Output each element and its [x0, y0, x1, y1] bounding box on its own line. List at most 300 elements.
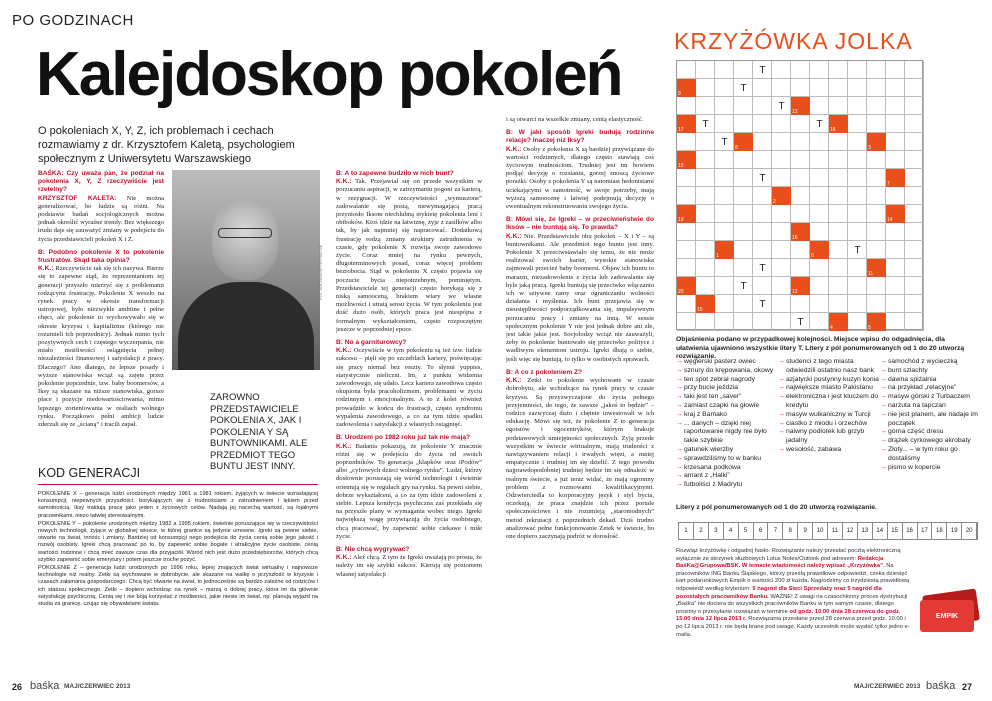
solution-cell[interactable]: 17: [918, 523, 933, 539]
numbered-cell[interactable]: [734, 133, 753, 151]
crossword-cell[interactable]: [810, 277, 829, 295]
answer-continuation: i są otwarci na wszelkie zmiany, cenią elastyczność.: [506, 116, 644, 123]
left-column-2: [336, 170, 482, 675]
crossword-cell[interactable]: [715, 259, 734, 277]
crossword-cell[interactable]: [696, 277, 715, 295]
clue-item: → wesołość, zabawa: [778, 446, 880, 455]
crossword-cell[interactable]: [886, 241, 905, 259]
numbered-cell[interactable]: [867, 313, 886, 331]
crossword-cell[interactable]: [867, 79, 886, 97]
prize-criteria: 5 nagród dla Sieci Sprzedaży oraz 5 nagród dla pozostałych pracowników Banku.: [676, 585, 882, 600]
numbered-cell[interactable]: [677, 277, 696, 295]
crossword-cell[interactable]: [829, 241, 848, 259]
crossword-cell[interactable]: [772, 295, 791, 313]
crossword-cell[interactable]: [753, 313, 772, 331]
speaker: K.K.:: [38, 265, 54, 273]
crossword-cell[interactable]: [810, 295, 829, 313]
photo-credit: FOT. ARCHIWUM PRYWATNE: [318, 244, 323, 300]
given-letter-t: T: [759, 172, 766, 184]
crossword-cell[interactable]: [753, 187, 772, 205]
crossword-title: KRZYŻÓWKA JOLKA: [674, 28, 913, 54]
crossword-cell[interactable]: [791, 241, 810, 259]
answer: [336, 178, 482, 334]
numbered-cell[interactable]: [867, 133, 886, 151]
solution-cell[interactable]: 12: [843, 523, 858, 539]
numbered-cell[interactable]: [696, 295, 715, 313]
question: B: Urodzeni po 1982 roku już tak nie mają?: [336, 434, 471, 442]
numbered-cell[interactable]: [829, 115, 848, 133]
crossword-instructions: Objaśnienia podano w przypadkowej kolejności. Miejsce wpisu do odgadnięcia, dla ułatwienia ujawniono wszystkie litery T. Litery z pól ponumerowanych od 1 do 20 utworzą rozwiązanie.: [676, 336, 965, 360]
crossword-cell[interactable]: [791, 115, 810, 133]
numbered-cell[interactable]: [810, 241, 829, 259]
crossword-cell[interactable]: [810, 187, 829, 205]
crossword-cell[interactable]: [867, 61, 886, 79]
question: BAŚKA: Czy uważa pan, że podział na pokolenia X, Y, Z rzeczywiście jest rzetelny?: [38, 170, 164, 194]
given-letter-t: T: [797, 316, 804, 328]
crossword-cell[interactable]: [772, 313, 791, 331]
solution-cell[interactable]: 9: [798, 523, 813, 539]
numbered-cell[interactable]: [867, 259, 886, 277]
clue-item: → studenci z tego miasta odwiedzili ostatnio nasz bank: [778, 358, 880, 376]
crossword-cell[interactable]: [848, 97, 867, 115]
crossword-cell[interactable]: [867, 241, 886, 259]
crossword-cell[interactable]: [772, 151, 791, 169]
crossword-cell[interactable]: [905, 277, 924, 295]
answer: [38, 265, 164, 429]
crossword-cell[interactable]: [677, 187, 696, 205]
cell-number: 10: [678, 163, 684, 169]
crossword-cell[interactable]: [772, 133, 791, 151]
crossword-cell[interactable]: [886, 79, 905, 97]
crossword-cell[interactable]: [715, 295, 734, 313]
prize-important: WAŻNE! Z uwagi na czasochłonny proces dystrybucji „Baśka” nie dociera do wszystkich pracowników Banku w tym samym czasie, dlatego prosimy o przesyłanie rozwiązań w terminie: [676, 593, 908, 615]
crossword-cell[interactable]: [867, 187, 886, 205]
crossword-cell[interactable]: [905, 169, 924, 187]
crossword-cell[interactable]: [715, 205, 734, 223]
given-letter-t: T: [816, 118, 823, 130]
speaker: K.K.:: [336, 347, 352, 355]
crossword-cell[interactable]: [905, 313, 924, 331]
numbered-cell[interactable]: [791, 223, 810, 241]
solution-row[interactable]: [678, 522, 978, 540]
crossword-cell[interactable]: [677, 169, 696, 187]
cell-number: 7: [887, 181, 890, 187]
crossword-cell[interactable]: [753, 97, 772, 115]
crossword-cell[interactable]: [810, 259, 829, 277]
crossword-cell[interactable]: [772, 61, 791, 79]
crossword-cell[interactable]: [696, 241, 715, 259]
prize-address: Redakcja BaśKa@Grupowa/BSK. W temacie wiadomości należy wpisać „Krzyżówka”.: [676, 555, 885, 570]
numbered-cell[interactable]: [677, 205, 696, 223]
crossword-cell[interactable]: [848, 115, 867, 133]
clue-item: → futboliści z Madrytu: [676, 481, 778, 490]
numbered-cell[interactable]: [772, 187, 791, 205]
crossword-cell[interactable]: [848, 277, 867, 295]
crossword-cell[interactable]: [848, 133, 867, 151]
crossword-cell[interactable]: [734, 205, 753, 223]
crossword-cell[interactable]: [772, 205, 791, 223]
crossword-cell[interactable]: [810, 133, 829, 151]
cell-number: 3: [868, 145, 871, 151]
crossword-grid[interactable]: [676, 60, 923, 330]
crossword-cell[interactable]: [905, 61, 924, 79]
crossword-cell[interactable]: [867, 205, 886, 223]
crossword-cell[interactable]: [753, 223, 772, 241]
crossword-cell[interactable]: [905, 241, 924, 259]
issue-date-left: MAJ/CZERWIEC 2013: [64, 683, 131, 690]
crossword-cell[interactable]: [810, 169, 829, 187]
solution-cell[interactable]: 8: [783, 523, 798, 539]
crossword-cell[interactable]: [715, 151, 734, 169]
crossword-cell[interactable]: [791, 169, 810, 187]
given-letter-t: T: [759, 64, 766, 76]
cell-number: 20: [678, 289, 684, 295]
crossword-cell[interactable]: [791, 79, 810, 97]
crossword-cell[interactable]: [772, 259, 791, 277]
crossword-cell[interactable]: [734, 313, 753, 331]
cell-number: 9: [678, 91, 681, 97]
cell-number: 14: [887, 217, 893, 223]
numbered-cell[interactable]: [829, 313, 848, 331]
crossword-cell[interactable]: [886, 295, 905, 313]
answer-text: Ależ chcą. Z tym że Igreki uważają po prostu, że należy im się szybki sukces. Kierują się poziomem własnej satysfakcji: [336, 554, 482, 578]
speaker: K.K.:: [336, 178, 352, 186]
crossword-cell[interactable]: [677, 61, 696, 79]
solution-cell[interactable]: 14: [873, 523, 888, 539]
crossword-cell[interactable]: [848, 169, 867, 187]
answer: [506, 233, 654, 364]
crossword-cell[interactable]: [753, 241, 772, 259]
solution-cell[interactable]: 10: [813, 523, 828, 539]
crossword-cell[interactable]: [810, 79, 829, 97]
crossword-cell[interactable]: [905, 97, 924, 115]
crossword-cell[interactable]: [791, 133, 810, 151]
crossword-cell[interactable]: [696, 151, 715, 169]
cell-number: 4: [830, 325, 833, 331]
page-number-left: 26: [12, 682, 23, 692]
issue-date-right: MAJ/CZERWIEC 2013: [854, 683, 921, 690]
crossword-cell[interactable]: [810, 61, 829, 79]
crossword-cell[interactable]: [696, 79, 715, 97]
crossword-cell[interactable]: [791, 151, 810, 169]
solution-cell[interactable]: 18: [932, 523, 947, 539]
crossword-cell[interactable]: [848, 223, 867, 241]
solution-label: Litery z pól ponumerowanych od 1 do 20 utworzą rozwiązanie.: [676, 504, 877, 511]
solution-cell[interactable]: 2: [694, 523, 709, 539]
crossword-cell[interactable]: [829, 277, 848, 295]
crossword-cell[interactable]: [677, 133, 696, 151]
crossword-cell[interactable]: [696, 133, 715, 151]
solution-cell[interactable]: 13: [858, 523, 873, 539]
crossword-cell[interactable]: [696, 259, 715, 277]
crossword-cell[interactable]: [734, 97, 753, 115]
crossword-cell[interactable]: [734, 223, 753, 241]
crossword-cell[interactable]: [791, 187, 810, 205]
crossword-cell[interactable]: [848, 151, 867, 169]
given-letter-t: T: [740, 82, 747, 94]
speaker: K.K.:: [336, 554, 352, 562]
crossword-cell[interactable]: [829, 259, 848, 277]
crossword-cell[interactable]: [753, 79, 772, 97]
crossword-cell[interactable]: [867, 115, 886, 133]
crossword-cell[interactable]: [791, 259, 810, 277]
portrait-head: [212, 198, 278, 280]
clue-item: → bunt szlachty: [880, 367, 980, 376]
numbered-cell[interactable]: [677, 115, 696, 133]
crossword-cell[interactable]: [715, 169, 734, 187]
crossword-cell[interactable]: [867, 151, 886, 169]
clue-item: → przy bucie jeździa: [676, 384, 778, 393]
box-paragraph-z: POKOLENIE Z – generacja ludzi urodzonych po 1996 roku, lepiej znających świat wirtualny i najnowsze technologie niż realny. Zetki są wychowane w dobrobycie, ale skazane na walkę o przyszłość w kryzysie i czasach załamania gospodarczego. Chcą być otwarte na świat, to jednocześnie są bardzo zależne od rodziców i ich statusu społecznego. Zetki – dopiero wchodząc na rynek – marzą o dobrej pracy, która im da głównie satysfakcję psychiczną. Cenią się i nie boją korzystać z możliwości, jakie niesie im świat, np. planują wyjazd na studia za granicę, czując się obywatelami świata.: [38, 565, 318, 608]
crossword-cell[interactable]: [696, 223, 715, 241]
cell-number: 13: [792, 109, 798, 115]
crossword-cell[interactable]: [886, 133, 905, 151]
crossword-cell[interactable]: [829, 169, 848, 187]
gift-card-image: [920, 592, 980, 632]
solution-cell[interactable]: 20: [962, 523, 977, 539]
crossword-cell[interactable]: [886, 187, 905, 205]
clue-item: → samochód z wycieczką: [880, 358, 980, 367]
answer: [38, 195, 164, 244]
crossword-cell[interactable]: [905, 115, 924, 133]
speaker: KRZYSZTOF KALETA:: [38, 194, 117, 202]
answer: [336, 443, 482, 541]
numbered-cell[interactable]: [886, 205, 905, 223]
crossword-cell[interactable]: [677, 223, 696, 241]
clue-item: → masyw wulkaniczny w Turcji: [778, 411, 880, 420]
crossword-cell[interactable]: [715, 277, 734, 295]
clue-item: → na przykład „relacyjne”: [880, 384, 980, 393]
clue-item: → zamiast czapki na głowie: [676, 402, 778, 411]
crossword-cell[interactable]: [734, 241, 753, 259]
right-page: [496, 0, 992, 701]
numbered-cell[interactable]: [886, 169, 905, 187]
prize-deadline: od godz. 10.00 dnia 28 czerwca do godz. 15.00 dnia 12 lipca 2013 r.: [676, 608, 901, 623]
crossword-cell[interactable]: [715, 115, 734, 133]
crossword-cell[interactable]: [696, 187, 715, 205]
crossword-cell[interactable]: [848, 259, 867, 277]
crossword-cell[interactable]: [715, 313, 734, 331]
crossword-cell[interactable]: [753, 151, 772, 169]
clue-item: → narzuta na tapczan: [880, 402, 980, 411]
crossword-cell[interactable]: [715, 79, 734, 97]
crossword-cell[interactable]: [677, 259, 696, 277]
crossword-cell[interactable]: [753, 115, 772, 133]
page-number-right: 27: [962, 682, 973, 692]
crossword-cell[interactable]: [905, 79, 924, 97]
solution-cell[interactable]: 3: [709, 523, 724, 539]
crossword-cell[interactable]: [829, 61, 848, 79]
gift-card-front: [920, 600, 974, 632]
solution-cell[interactable]: 7: [768, 523, 783, 539]
numbered-cell[interactable]: [715, 241, 734, 259]
crossword-cell[interactable]: [829, 79, 848, 97]
clue-item: → górna część dresu: [880, 428, 980, 437]
crossword-cell[interactable]: [905, 259, 924, 277]
clue-item: → masyw górski z Turbaczem: [880, 393, 980, 402]
crossword-cell[interactable]: [734, 115, 753, 133]
crossword-cell[interactable]: [848, 313, 867, 331]
solution-cell[interactable]: 6: [754, 523, 769, 539]
crossword-cell[interactable]: [791, 61, 810, 79]
crossword-cell[interactable]: [772, 115, 791, 133]
clue-item: → ciastko z miodu i orzechów: [778, 420, 880, 429]
crossword-cell[interactable]: [848, 295, 867, 313]
numbered-cell[interactable]: [677, 151, 696, 169]
pull-quote: ZAROWNO PRZEDSTAWICIELE POKOLENIA X, JAK I POKOLENIA Y SĄ BUNTOWNIKAMI. ALE PRZEDMIOT TEGO BUNTU JEST INNY.: [210, 392, 308, 472]
crossword-cell[interactable]: [886, 277, 905, 295]
given-letter-t: T: [721, 136, 728, 148]
clue-item: → dawna spiżalnia: [880, 376, 980, 385]
solution-cell[interactable]: 4: [724, 523, 739, 539]
section-label: PO GODZINACH: [12, 12, 134, 29]
speaker: K.K.:: [506, 377, 522, 385]
crossword-cell[interactable]: [753, 205, 772, 223]
crossword-cell[interactable]: [753, 277, 772, 295]
given-letter-t: T: [759, 262, 766, 274]
crossword-cell[interactable]: [677, 97, 696, 115]
crossword-cell[interactable]: [829, 223, 848, 241]
crossword-cell[interactable]: [829, 205, 848, 223]
crossword-cell[interactable]: [867, 277, 886, 295]
crossword-cell[interactable]: [867, 169, 886, 187]
crossword-cell[interactable]: [696, 313, 715, 331]
solution-cell[interactable]: 15: [888, 523, 903, 539]
answer-text: Badania pokazują, że pokolenie Y znacznie różni się w podejściu do życia od swoich poprzedników. To generacja „klapków oraz iPodów” albo „cyfrowych dzieci wolnego rynku”. Ludzi, którzy dosłownie poruszają się wśród technologii i świetnie orientują się w regułach gry na rynku. Są pewni siebie, dobrze wykształceni, a co za tym idzie zadowoleni z siebie. Lepsza kondycja psychiczna zaś przekłada się na przyszłe plany w wymagania wobec niego. Igreki największą wagę przywiązują do życia osobistego, chcą pracować, by zapewnić sobie ciekawe i miłe życie.: [336, 442, 482, 540]
speaker: K.K.:: [506, 232, 522, 240]
crossword-cell[interactable]: [696, 169, 715, 187]
question: B: A co z pokoleniem Z?: [506, 368, 583, 376]
crossword-cell[interactable]: [696, 61, 715, 79]
crossword-cell[interactable]: [829, 97, 848, 115]
crossword-cell[interactable]: [810, 151, 829, 169]
crossword-cell[interactable]: [810, 223, 829, 241]
crossword-cell[interactable]: [772, 241, 791, 259]
crossword-cell[interactable]: [886, 259, 905, 277]
clue-item: → ... danych – dzięki niej raportowanie nigdy nie było takie szybkie: [676, 420, 778, 446]
crossword-cell[interactable]: [905, 295, 924, 313]
crossword-cell[interactable]: [810, 205, 829, 223]
crossword-cell[interactable]: [867, 223, 886, 241]
numbered-cell[interactable]: [791, 277, 810, 295]
crossword-cell[interactable]: [677, 295, 696, 313]
crossword-cell[interactable]: [886, 151, 905, 169]
crossword-cell[interactable]: [848, 61, 867, 79]
clues-column-3: [880, 358, 980, 472]
generation-code-box: [38, 466, 318, 674]
crossword-cell[interactable]: [734, 295, 753, 313]
clue-item: → węgierski pasterz owiec: [676, 358, 778, 367]
crossword-cell[interactable]: [715, 223, 734, 241]
crossword-cell[interactable]: [734, 151, 753, 169]
crossword-cell[interactable]: [829, 151, 848, 169]
clues-column-1: [676, 358, 778, 490]
crossword-cell[interactable]: [848, 187, 867, 205]
crossword-cell[interactable]: [734, 61, 753, 79]
magazine-logo-left: baśka: [30, 680, 60, 692]
answer: [506, 377, 654, 541]
numbered-cell[interactable]: [791, 97, 810, 115]
crossword-cell[interactable]: [715, 187, 734, 205]
crossword-cell[interactable]: [677, 313, 696, 331]
gift-card-label: EMPIK: [935, 612, 959, 620]
crossword-cell[interactable]: [772, 169, 791, 187]
clue-item: → elektroniczna i jest kluczem do kredytu: [778, 393, 880, 411]
crossword-cell[interactable]: [696, 205, 715, 223]
crossword-cell[interactable]: [791, 295, 810, 313]
crossword-cell[interactable]: [829, 295, 848, 313]
clue-item: → pismo w kopercie: [880, 464, 980, 473]
crossword-cell[interactable]: [791, 205, 810, 223]
clue-item: → taki jest ten „saver”: [676, 393, 778, 402]
crossword-cell[interactable]: [867, 97, 886, 115]
crossword-cell[interactable]: [677, 241, 696, 259]
magazine-logo-right: baśka: [926, 680, 956, 692]
crossword-cell[interactable]: [734, 169, 753, 187]
crossword-cell[interactable]: [905, 223, 924, 241]
solution-cell[interactable]: 19: [947, 523, 962, 539]
clue-item: → nie jest planem, ale nadaje im początek: [880, 411, 980, 429]
crossword-cell[interactable]: [905, 187, 924, 205]
crossword-cell[interactable]: [734, 187, 753, 205]
clue-item: → kraj z Bamako: [676, 411, 778, 420]
crossword-cell[interactable]: [886, 61, 905, 79]
right-column-1: [506, 116, 654, 676]
crossword-cell[interactable]: [886, 223, 905, 241]
crossword-cell[interactable]: [905, 205, 924, 223]
crossword-cell[interactable]: [772, 277, 791, 295]
speaker: K.K.:: [506, 145, 522, 153]
crossword-cell[interactable]: [848, 205, 867, 223]
clues-column-2: [778, 358, 880, 455]
cell-number: 8: [735, 145, 738, 151]
article-lead: O pokoleniach X, Y, Z, ich problemach i cechach rozmawiamy z dr. Krzysztofem Kaletą, psychologiem społecznym z Uniwersytetu Warszawskiego: [38, 125, 295, 165]
solution-cell[interactable]: 16: [903, 523, 918, 539]
crossword-cell[interactable]: [886, 313, 905, 331]
crossword-cell[interactable]: [829, 133, 848, 151]
numbered-cell[interactable]: [677, 79, 696, 97]
solution-cell[interactable]: 5: [739, 523, 754, 539]
crossword-cell[interactable]: [772, 223, 791, 241]
crossword-cell[interactable]: [867, 295, 886, 313]
crossword-cell[interactable]: [715, 97, 734, 115]
given-letter-t: T: [759, 298, 766, 310]
crossword-cell[interactable]: [829, 187, 848, 205]
crossword-cell[interactable]: [753, 133, 772, 151]
answer: [506, 146, 654, 212]
crossword-cell[interactable]: [848, 79, 867, 97]
clue-item: → azjatycki pustynny kuzyn konia: [778, 376, 880, 385]
crossword-cell[interactable]: [810, 313, 829, 331]
answer-text: Rzeczywiście tak się ich nazywa. Bierze się to zapewne stąd, że reprezentantom tej generacji przyszło mierzyć się z problemami rodzącymi frustrację. Pokolenie X weszło na rynek pracy w okresie transformacji ustrojowej, było niezwykle ambitne i pełne chęci, ale pokolenie to wychowywało się w okresie kryzysu i kapitalizmu (którego nie rozumieli ich poprzednicy). Jednak mimo tych pozytywnych cech i częstego wyczerpania, nie miało możliwości osiągnięcia pełnej niezależności finansowej i satysfakcji z pracy. Dlaczego? Ano dlatego, że lepsze posady i wyższe stanowiska wciąż są zajęte przez pokolenie poprzednie, tzw. baby boomersów, a Iksy są skazane na niższe stanowiska, gorsze płace i pozycje niedowartościowania, mimo lepszego zorientowania w realiach wolnego rynku. Początkowo pełni ambicji ludzie zderzali się ze „ścianą” i tracili zapał.: [38, 265, 164, 429]
question: B: W jaki sposób Igreki budują rodzinne relacje? Inaczej niż Iksy?: [506, 129, 654, 145]
crossword-cell[interactable]: [886, 97, 905, 115]
crossword-cell[interactable]: [772, 79, 791, 97]
cell-number: 16: [792, 235, 798, 241]
box-paragraph-x: POKOLENIE X – generacja ludzi urodzonych między 1961 a 1981 rokiem, żyjących w świecie wzrastającej konsumpcji, niepewnych przyszłości, borykających się z trudnościami z zatrudnieniem i lękiem przed samotnością. Iksy traktują pracę jako jeden z życiowych celów. Nadają jej nacechą wartość, są lojalnymi pracownikami, niezo tatwiej stereowalnymi.: [38, 491, 318, 519]
crossword-cell[interactable]: [810, 97, 829, 115]
solution-cell[interactable]: 1: [679, 523, 694, 539]
crossword-cell[interactable]: [715, 61, 734, 79]
solution-cell[interactable]: 11: [828, 523, 843, 539]
crossword-cell[interactable]: [886, 115, 905, 133]
crossword-cell[interactable]: [905, 133, 924, 151]
cell-number: 15: [697, 307, 703, 313]
left-column-1: [38, 170, 164, 429]
crossword-cell[interactable]: [905, 151, 924, 169]
crossword-cell[interactable]: [696, 97, 715, 115]
crossword-cell[interactable]: [734, 259, 753, 277]
